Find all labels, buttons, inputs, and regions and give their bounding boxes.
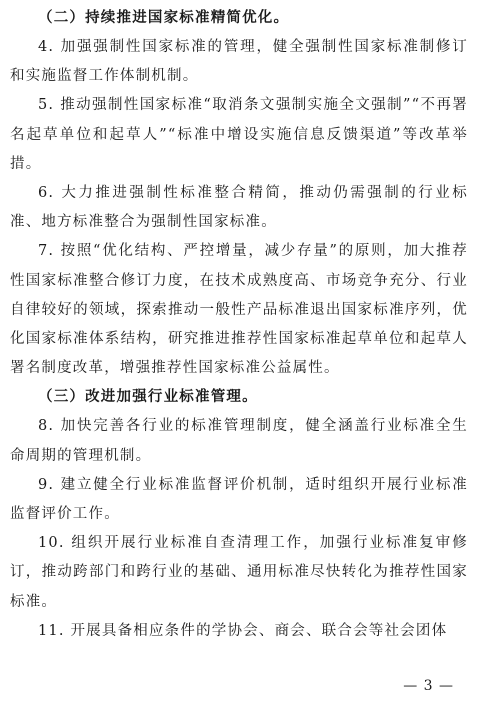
paragraph-item-6: 6. 大力推进强制性标准整合精简，推动仍需强制的行业标准、地方标准整合为强制性国家标准。 — [10, 185, 468, 231]
section-heading-3: （三）改进加强行业标准管理。 — [38, 389, 258, 406]
paragraph-item-8: 8. 加快完善各行业的标准管理制度，健全涵盖行业标准全生命周期的管理机制。 — [10, 418, 468, 464]
paragraph-item-5: 5. 推动强制性国家标准“取消条文强制实施全文强制”“不再署名起草单位和起草人”“标准中增设实施信息反馈渠道”等改革举措。 — [10, 97, 468, 172]
paragraph-item-10: 10. 组织开展行业标准自查清理工作，加强行业标准复审修订，推动跨部门和跨行业的基础、通用标准尽快转化为推荐性国家标准。 — [10, 535, 468, 610]
section-heading-2: （二）持续推进国家标准精简优化。 — [38, 10, 290, 26]
paragraph-item-4: 4. 加强强制性国家标准的管理，健全强制性国家标准制修订和实施监督工作体制机制。 — [10, 39, 468, 85]
paragraph-item-7: 7. 按照“优化结构、严控增量，减少存量”的原则，加大推荐性国家标准整合修订力度，在技术成熟度高、市场竞争充分、行业自律较好的领域，探索推动一般性产品标准退出国家标准序列，优化国家标准体系结构，研究推进推荐性国家标准起草单位和起草人署名制度改革，增强推荐性国家标准公益属性。 — [10, 243, 468, 377]
document-page — [10, 4, 468, 646]
paragraph-item-11: 11. 开展具备相应条件的学协会、商会、联合会等社会团体 — [38, 622, 448, 639]
paragraph-item-9: 9. 建立健全行业标准监督评价机制，适时组织开展行业标准监督评价工作。 — [10, 476, 468, 523]
page-number: — 3 — — [403, 678, 454, 694]
